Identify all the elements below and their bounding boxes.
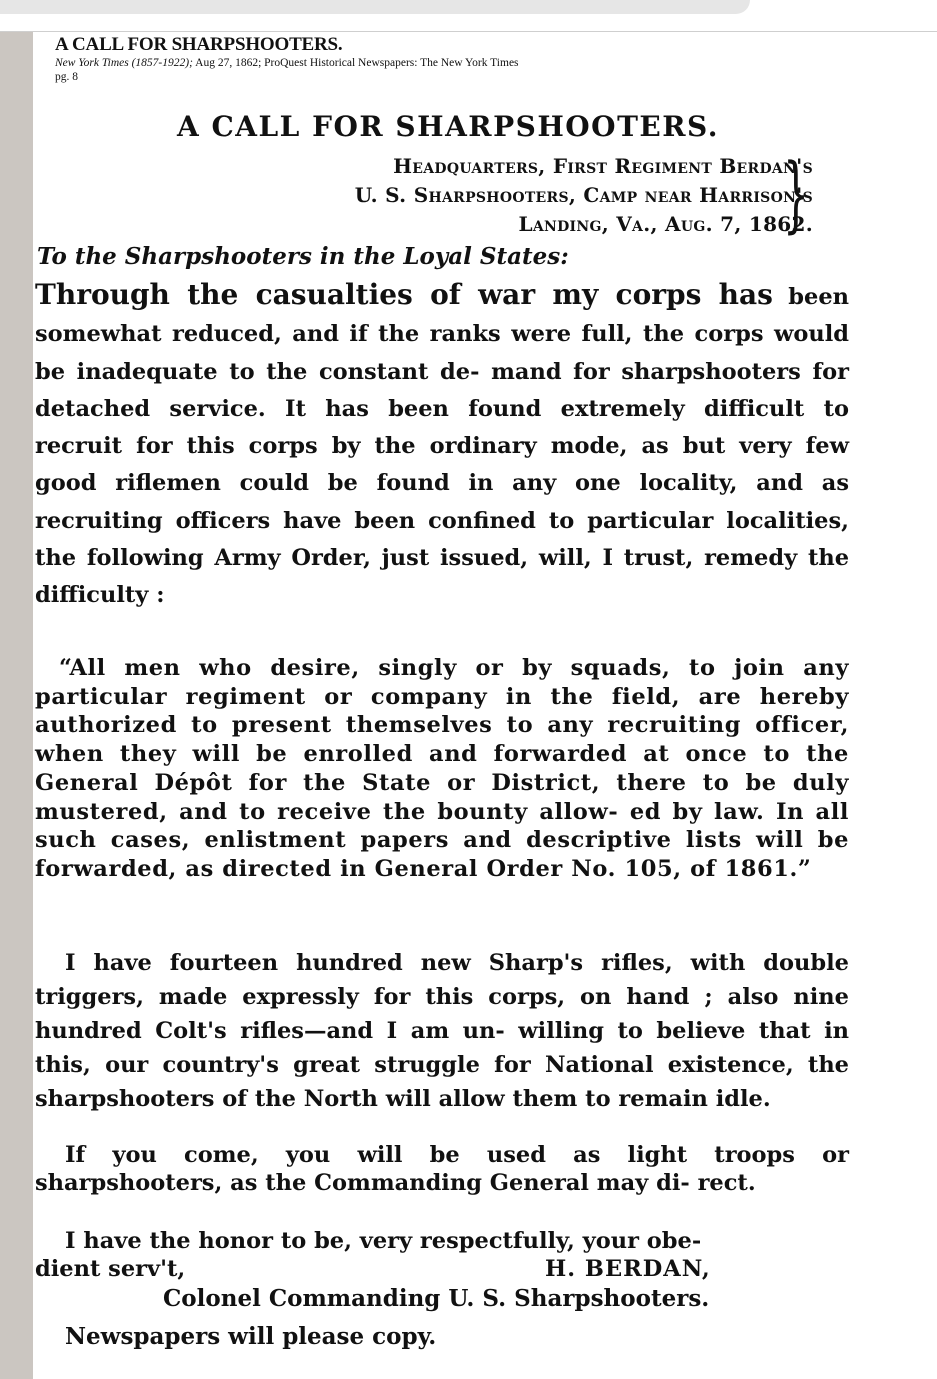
army-order-quote	[35, 654, 849, 884]
citation-details: Aug 27, 1862; ProQuest Historical Newspapers: The New York Times	[192, 57, 519, 69]
quote-line: descriptive lists will be forwarded, as directed in	[35, 827, 850, 882]
quote-line: to any recruiting officer, when they will be	[35, 712, 850, 768]
quote-line: General Order No. 105, of 1861.”	[374, 855, 812, 882]
citation-page: pg. 8	[55, 71, 78, 83]
paragraph-5: I have the honor to be, very respectfully, your obe-	[65, 1228, 702, 1254]
salutation: To the Sharpshooters in the Loyal States:	[37, 243, 569, 270]
paragraph-line: double triggers, made expressly for this corps, on	[35, 950, 849, 1010]
signature-name: H. BERDAN,	[545, 1256, 711, 1282]
quote-line: field, are hereby authorized to present themselves	[35, 683, 850, 739]
signoff-text: dient serv't,	[35, 1256, 186, 1282]
paragraph-4	[35, 1141, 849, 1197]
viewer-top-strip	[0, 0, 937, 32]
paragraph-line: been somewhat reduced, and if the ranks were full,	[35, 284, 849, 348]
paragraph-line: officers have been confined to particular localities,	[175, 507, 849, 534]
paragraph-line: sharpshooters, as the Commanding General may di-	[35, 1170, 690, 1196]
document-page	[33, 32, 937, 1379]
paragraph-line: willing to believe that in this, our country's great	[35, 1018, 849, 1078]
article-headline: A CALL FOR SHARPSHOOTERS.	[177, 110, 719, 143]
quote-line: duly mustered, and to receive the bounty allow-	[35, 769, 849, 825]
paragraph-1	[35, 276, 849, 615]
citation-source	[55, 56, 835, 71]
citation-title: A CALL FOR SHARPSHOOTERS.	[55, 34, 343, 55]
paragraph-3	[35, 946, 849, 1116]
paragraph-line: the North will allow them to remain idle.	[254, 1086, 771, 1112]
signature-title: Colonel Commanding U. S. Sharpshooters.	[163, 1285, 710, 1312]
citation-header	[55, 34, 835, 84]
citation-publication: New York Times (1857-1922);	[55, 57, 193, 69]
signoff-line	[35, 1255, 849, 1283]
quote-line: “All men who desire, singly or by squads, to	[59, 655, 716, 681]
dateline-line: Landing, Va., Aug. 7, 1862.	[518, 212, 813, 236]
paragraph-line: If you come, you will be used as light troops or	[65, 1142, 849, 1168]
viewer-top-bar	[0, 0, 750, 14]
dateline-line: U. S. Sharpshooters, Camp near Harrison's	[354, 183, 813, 207]
dateline-line: Headquarters, First Regiment Berdan's	[393, 154, 813, 178]
paragraph-line: the corps would be inadequate to the constant de-	[35, 321, 849, 385]
paragraph-line: the following Army Order, just issued, will, I trust,	[35, 545, 694, 572]
quote-line: join any particular regiment or company in the	[35, 655, 850, 710]
paragraph-line: rect.	[697, 1170, 756, 1196]
paragraph-line: been found extremely difficult to recruit for this corps	[35, 395, 849, 460]
paragraph-line: could be found in any one locality, and as recruiting	[35, 470, 849, 534]
paragraph-line: struggle for National existence, the sharpshooters of	[35, 1052, 849, 1112]
paragraph-line: Through the casualties of war my corps has	[35, 278, 773, 311]
quote-line: enrolled and forwarded at once to the General	[35, 741, 849, 796]
paragraph-line: mand for sharpshooters for detached service. It has	[35, 358, 849, 422]
paragraph-line: hand ; also nine hundred Colt's rifles—and I am un-	[35, 984, 849, 1044]
quote-line: ed by law. In all such cases, enlistment papers and	[35, 798, 850, 854]
dateline-brace: }	[783, 147, 810, 242]
paragraph-line: by the ordinary mode, as but very few good riflemen	[35, 433, 849, 497]
page-left-margin	[0, 32, 33, 1379]
closing-note: Newspapers will please copy.	[65, 1323, 437, 1350]
paragraph-line: I have fourteen hundred new Sharp's rifles, with	[65, 950, 746, 976]
dateline	[113, 147, 813, 242]
quote-line: Dépôt for the State or District, there to be	[154, 769, 777, 796]
paragraph-line: remedy the difficulty :	[35, 545, 850, 609]
